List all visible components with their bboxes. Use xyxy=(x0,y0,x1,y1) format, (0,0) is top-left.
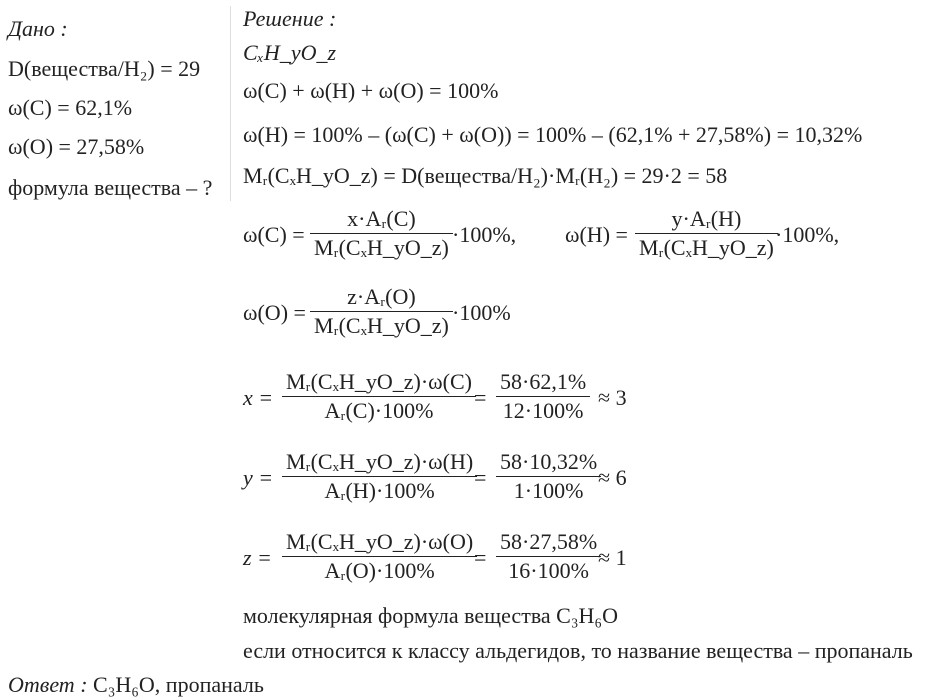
omega-carbon-def-numerator: x·Aᵣ(C) xyxy=(347,206,416,231)
omega-carbon-def-fraction xyxy=(310,205,453,262)
omega-oxygen-def-denominator: Mᵣ(CₓH_yO_z) xyxy=(314,313,449,338)
y-calc-formula-denominator: Aᵣ(H)·100% xyxy=(324,478,435,503)
z-calc-formula-denominator: Aᵣ(O)·100% xyxy=(324,558,435,583)
x-calc-formula-denominator: Aᵣ(C)·100% xyxy=(324,398,434,423)
z-calc-result: ≈ 1 xyxy=(598,545,627,570)
y-calc-result: ≈ 6 xyxy=(598,465,627,490)
given-question: формула вещества – ? xyxy=(8,175,213,200)
answer-label: Ответ : xyxy=(8,672,88,697)
z-calc-lhs: z = xyxy=(243,545,272,570)
z-calc-formula-fraction xyxy=(282,528,477,585)
omega-carbon-def-denominator: Mᵣ(CₓH_yO_z) xyxy=(314,235,449,260)
given-omega-carbon: ω(C) = 62,1% xyxy=(8,95,133,120)
omega-oxygen-def-numerator: z·Aᵣ(O) xyxy=(347,284,416,309)
y-calc-lhs: y = xyxy=(243,465,274,490)
z-calc-numeric-fraction xyxy=(496,528,601,585)
omega-oxygen-def-fraction xyxy=(310,283,453,340)
answer-text: C₃H₆O, пропаналь xyxy=(93,672,264,697)
x-calc-lhs: x = xyxy=(243,385,274,410)
x-calc-numeric-fraction xyxy=(496,368,590,425)
molecular-formula-line: молекулярная формула вещества C₃H₆O xyxy=(243,603,618,628)
omega-hydrogen-def-fraction xyxy=(635,205,778,262)
z-calc-formula-numerator: Mᵣ(CₓH_yO_z)·ω(O) xyxy=(286,529,474,554)
x-calc-numeric-numerator: 58·62,1% xyxy=(500,369,587,394)
omega-oxygen-def-tail: ·100% xyxy=(452,300,511,325)
omega-hydrogen-def-denominator: Mᵣ(CₓH_yO_z) xyxy=(639,235,774,260)
y-calc-equals: = xyxy=(474,465,487,490)
y-calc-formula-numerator: Mᵣ(CₓH_yO_z)·ω(H) xyxy=(286,449,474,474)
molar-mass-equation: Mᵣ(CₓH_yO_z) = D(вещества/H₂)·Mᵣ(H₂) = 29·2 = 58 xyxy=(243,163,728,188)
general-formula: CₓH_yO_z xyxy=(243,40,337,65)
x-calc-formula-fraction xyxy=(282,368,476,425)
x-calc-equals: = xyxy=(474,385,487,410)
z-calc-numeric-numerator: 58·27,58% xyxy=(500,529,598,554)
solution-heading: Решение : xyxy=(243,6,337,31)
y-calc-numeric-fraction xyxy=(496,448,601,505)
given-divider xyxy=(230,6,231,201)
z-calc-equals: = xyxy=(474,545,487,570)
y-calc-numeric-numerator: 58·10,32% xyxy=(500,449,598,474)
omega-carbon-def-tail: ·100%, xyxy=(452,222,517,247)
x-calc-formula-numerator: Mᵣ(CₓH_yO_z)·ω(C) xyxy=(286,369,472,394)
given-heading: Дано : xyxy=(8,16,68,41)
omega-hydrogen-def-tail: ·100%, xyxy=(775,222,840,247)
y-calc-numeric-denominator: 1·100% xyxy=(513,478,584,503)
answer-line xyxy=(8,672,264,698)
omega-hydrogen-def-lhs: ω(H) = xyxy=(565,222,628,247)
omega-hydrogen-equation: ω(H) = 100% – (ω(C) + ω(O)) = 100% – (62,1% + 27,58%) = 10,32% xyxy=(243,122,863,147)
x-calc-numeric-denominator: 12·100% xyxy=(502,398,584,423)
y-calc-formula-fraction xyxy=(282,448,477,505)
aldehyde-note: если относится к классу альдегидов, то название вещества – пропаналь xyxy=(243,638,913,663)
mass-fraction-sum-equation: ω(C) + ω(H) + ω(O) = 100% xyxy=(243,78,499,103)
omega-oxygen-def-lhs: ω(O) = xyxy=(243,300,306,325)
z-calc-numeric-denominator: 16·100% xyxy=(508,558,589,583)
x-calc-result: ≈ 3 xyxy=(598,385,627,410)
given-density: D(вещества/H₂) = 29 xyxy=(8,56,201,81)
omega-carbon-def-lhs: ω(C) = xyxy=(243,222,305,247)
omega-hydrogen-def-numerator: y·Aᵣ(H) xyxy=(671,206,742,231)
given-omega-oxygen: ω(O) = 27,58% xyxy=(8,134,145,159)
